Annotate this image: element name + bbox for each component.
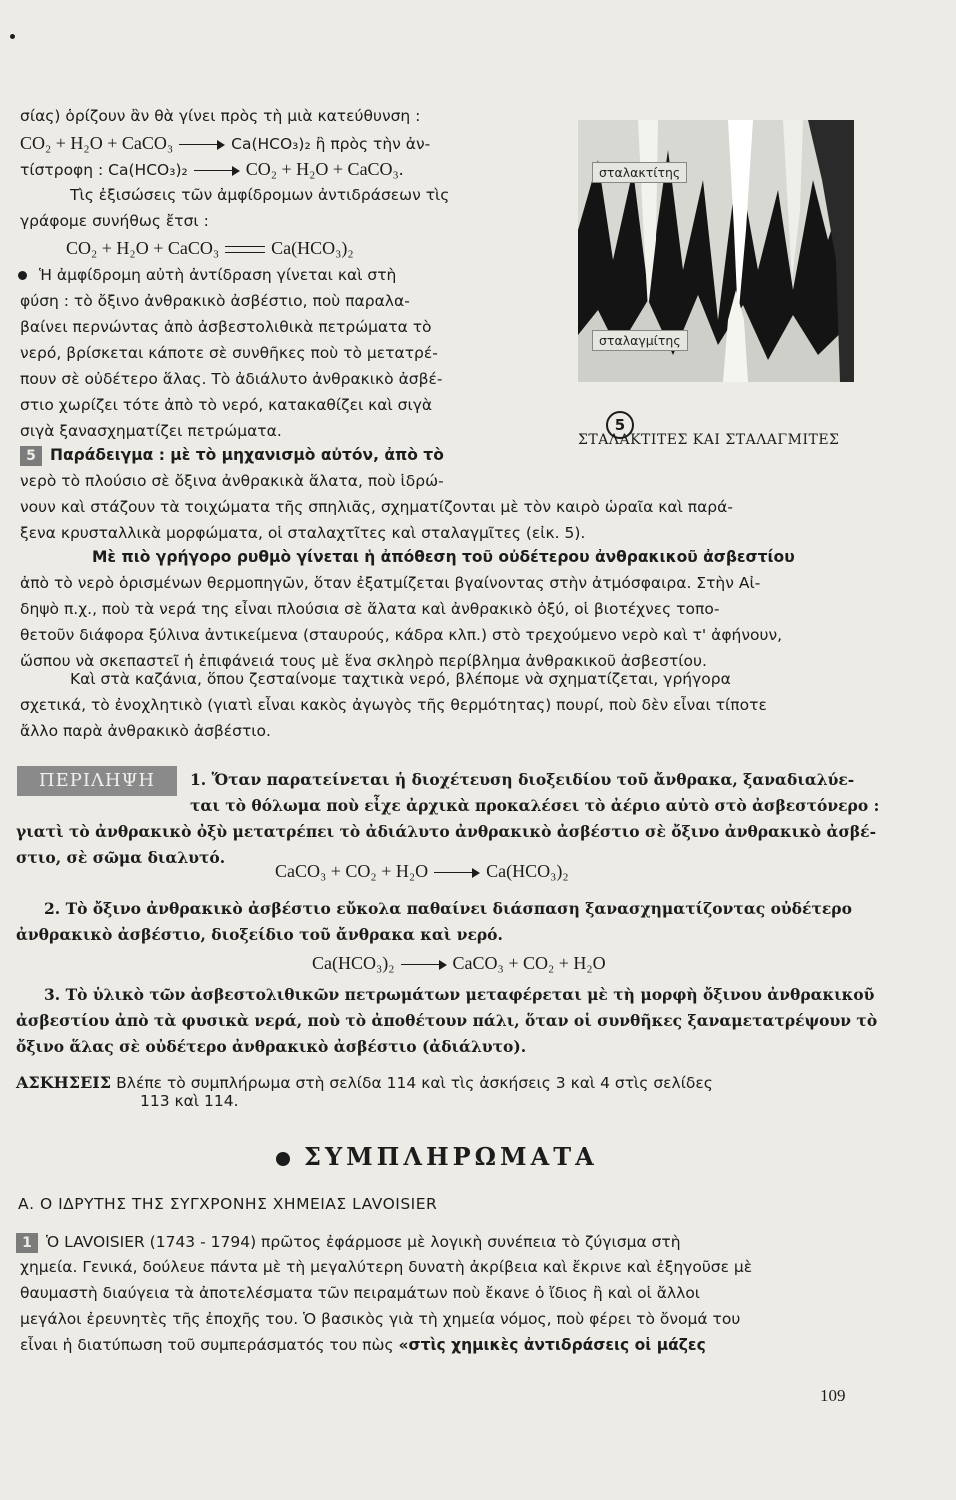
reaction-forward-products: Ca(HCO₃)₂ ἢ πρὸς τὴν ἀν- [231,135,431,153]
summary-label: ΠΕΡΙΛΗΨΗ [17,766,177,796]
summary-line: ἀσβεστίου ἀπὸ τὰ φυσικὰ νερά, ποὺ τὸ ἀποθέτουν πάλι, ὅταν οἱ συνθῆκες ξαναμετατρέψουν τὸ [16,1011,878,1030]
text-line: ἄλλο παρὰ ἀνθρακικὸ ἀσβέστιο. [20,722,271,740]
text-line: νερὸ τὸ πλούσιο σὲ ὄξινα ἀνθρακικὰ ἅλατα, ποὺ ἱδρώ- [20,472,444,490]
equation-right: Ca(HCO₃)₂ [271,238,354,258]
equilibrium-equation [66,236,354,260]
text-line: σιγὰ ξανασχηματίζει πετρώματα. [20,422,282,440]
exercises-line: 113 καὶ 114. [140,1092,239,1110]
text-line: θαυμαστὴ διαύγεια τὰ ἀποτελέσματα τῶν πειραμάτων ποὺ ἔκανε ὁ ἴδιος ἢ καὶ οἱ ἄλλοι [20,1284,701,1302]
text-line: Τὶς ἐξισώσεις τῶν ἀμφίδρομων ἀντιδράσεων τὶς [70,186,450,204]
summary-line: ὄξινο ἅλας σὲ οὐδέτερο ἀνθρακικὸ ἀσβέστιο (ἀδιάλυτο). [16,1037,527,1056]
text-line: Ἡ ἀμφίδρομη αὐτὴ ἀντίδραση γίνεται καὶ στὴ [18,263,396,287]
summary-equation-2: Ca(HCO₃)₂ CaCO₃ + CO₂ + H₂O [312,953,606,973]
reaction-forward-reactants: CO₂ + H₂O + CaCO₃ [20,133,174,153]
text-line: 5 Παράδειγμα : μὲ τὸ μηχανισμὸ αὐτόν, ἀπὸ τὸ [20,443,444,467]
text-line: γράφομε συνήθως ἔτσι : [20,212,209,230]
summary-line: 1. Ὅταν παρατείνεται ἡ διοχέτευση διοξειδίου τοῦ ἄνθρακα, ξαναδιαλύε- [190,770,855,789]
summary-line: στιο, σὲ σῶμα διαλυτό. [16,848,226,867]
example-number-badge: 5 [20,446,42,466]
reaction-arrow [179,140,225,150]
equation-left: CO₂ + H₂O + CaCO₃ [66,238,220,258]
stalactite-label: σταλακτίτης [592,162,687,183]
summary-line: 3. Τὸ ὑλικὸ τῶν ἀσβεστολιθικῶν πετρωμάτων μεταφέρεται μὲ τὴ μορφὴ ὄξινου ἀνθρακικοῦ [44,985,875,1004]
reaction-reverse [20,157,403,182]
summary-line: γιατὶ τὸ ἀνθρακικὸ ὀξὺ μετατρέπει τὸ ἀδιάλυτο ἀνθρακικὸ ἀσβέστιο σὲ ὄξινο ἀνθρακικὸ ἀσβέ- [16,822,877,841]
summary-line: ἀνθρακικὸ ἀσβέστιο, διοξείδιο τοῦ ἄνθρακα καὶ νερό. [16,925,503,944]
text-line: χημεία. Γενικά, δούλευε πάντα μὲ τὴ μεγαλύτερη δυνατὴ ἀκρίβεια καὶ ἔκρινε καὶ ἐξηγοῦσε μὲ [20,1258,753,1276]
ink-speck [10,34,15,39]
text-line: ἀπὸ τὸ νερὸ ὁρισμένων θερμοπηγῶν, ὅταν ἐξατμίζεται βγαίνοντας στὴν ἀτμόσφαιρα. Στὴν Αἰ- [20,574,761,592]
bullet-icon [18,271,27,280]
text-line: σχετικά, τὸ ἐνοχλητικὸ (γιατὶ εἶναι κακὸς ἀγωγὸς τῆς θερμότητας) πουρί, ποὺ δὲν εἶναι τίποτε [20,696,767,714]
text-line: Μὲ πιὸ γρήγορο ρυθμὸ γίνεται ἡ ἀπόθεση τοῦ οὐδέτερου ἀνθρακικοῦ ἀσβεστίου [92,548,795,566]
text-line: ὥσπου νὰ σκεπαστεῖ ἡ ἐπιφάνειά τους μὲ ἕνα σκληρὸ περίβλημα ἀνθρακικοῦ ἀσβεστίου. [20,652,707,670]
text-line: 1 Ὁ LAVOISIER (1743 - 1794) πρῶτος ἐφάρμοσε μὲ λογικὴ συνέπεια τὸ ζύγισμα στὴ [16,1230,681,1254]
page-number: 109 [820,1386,846,1405]
text-line: στιο χωρίζει τότε ἀπὸ τὸ νερό, κατακαθίζει καὶ σιγὰ [20,396,433,414]
text-line: φύση : τὸ ὄξινο ἀνθρακικὸ ἀσβέστιο, ποὺ παραλα- [20,292,410,310]
reaction-reverse-reactant: τίστροφη : Ca(HCO₃)₂ [20,161,188,179]
text-line: εἶναι ἡ διατύπωση τοῦ συμπεράσματός του πὼς «στὶς χημικὲς ἀντιδράσεις οἱ μάζες [20,1336,706,1354]
section-number-badge: 1 [16,1233,38,1253]
text-line: νερό, βρίσκεται κάποτε σὲ συνθῆκες ποὺ τὸ μετατρέ- [20,344,438,362]
text-line: μεγάλοι ἐρευνητὲς τῆς ἐποχῆς του. Ὁ βασικὸς γιὰ τὴ χημεία νόμος, ποὺ φέρει τὸ ὄνομά του [20,1310,741,1328]
reaction-forward [20,131,430,156]
reaction-arrow [401,960,447,970]
exercises-label: ΑΣΚΗΣΕΙΣ [16,1073,112,1092]
figure-number: 5 [606,411,634,439]
equilibrium-arrow [225,243,265,257]
reaction-arrow [194,166,240,176]
text-line: σίας) ὁρίζουν ἂν θὰ γίνει πρὸς τὴ μιὰ κατεύθυνση : [20,107,421,125]
text-line: πουν σὲ οὐδέτερο ἅλας. Τὸ ἀδιάλυτο ἀνθρακικὸ ἀσβέ- [20,370,443,388]
text-line: νουν καὶ στάζουν τὰ τοιχώματα τῆς σπηλιᾶς, σχηματίζονται μὲ τὸν καιρὸ ὡραῖα καὶ παρά- [20,498,733,516]
summary-equation-1: CaCO₃ + CO₂ + H₂O Ca(HCO₃)₂ [275,861,569,881]
text-line: Καὶ στὰ καζάνια, ὅπου ζεσταίνομε ταχτικὰ νερό, βλέπομε νὰ σχηματίζεται, γρήγορα [70,670,731,688]
figure-caption: ΣΤΑΛΑΚΤΙΤΕΣ ΚΑΙ ΣΤΑΛΑΓΜΙΤΕΣ [578,432,840,448]
text-line: θετοῦν διάφορα ξύλινα ἀντικείμενα (σταυρούς, κάδρα κλπ.) στὸ τρεχούμενο νερὸ καὶ τ' ἀφήνουν, [20,626,783,644]
section-heading: Α. Ο ΙΔΡΥΤΗΣ ΤΗΣ ΣΥΓΧΡΟΝΗΣ ΧΗΜΕΙΑΣ LAVOISIER [18,1195,438,1213]
cave-photo [578,120,854,382]
bullet-icon [276,1152,290,1166]
text-line: δηψὸ π.χ., ποὺ τὰ νερά της εἶναι πλούσια σὲ ἅλατα καὶ ἀνθρακικὸ ὀξύ, οἱ βιοτέχνες τοπο- [20,600,720,618]
reaction-arrow [434,868,480,878]
text-line: βαίνει περνώντας ἀπὸ ἀσβεστολιθικὰ πετρώματα τὸ [20,318,432,336]
summary-line: ται τὸ θόλωμα ποὺ εἶχε ἀρχικὰ προκαλέσει τὸ ἀέριο αὐτὸ στὸ ἀσβεστόνερο : [190,796,880,815]
text-line: ξενα κρυσταλλικὰ μορφώματα, οἱ σταλαχτῖτες καὶ σταλαγμῖτες (εἰκ. 5). [20,524,586,542]
supplements-heading: ΣΥΜΠΛΗΡΩΜΑΤΑ [276,1142,598,1171]
summary-line: 2. Τὸ ὄξινο ἀνθρακικὸ ἀσβέστιο εὔκολα παθαίνει διάσπαση ξανασχηματίζοντας οὐδέτερο [44,899,852,918]
exercises-line: ΑΣΚΗΣΕΙΣ Βλέπε τὸ συμπλήρωμα στὴ σελίδα 114 καὶ τὶς ἀσκήσεις 3 καὶ 4 στὶς σελίδες [16,1073,713,1092]
reaction-reverse-products: CO₂ + H₂O + CaCO₃. [245,159,404,179]
stalagmite-label: σταλαγμίτης [592,330,688,351]
